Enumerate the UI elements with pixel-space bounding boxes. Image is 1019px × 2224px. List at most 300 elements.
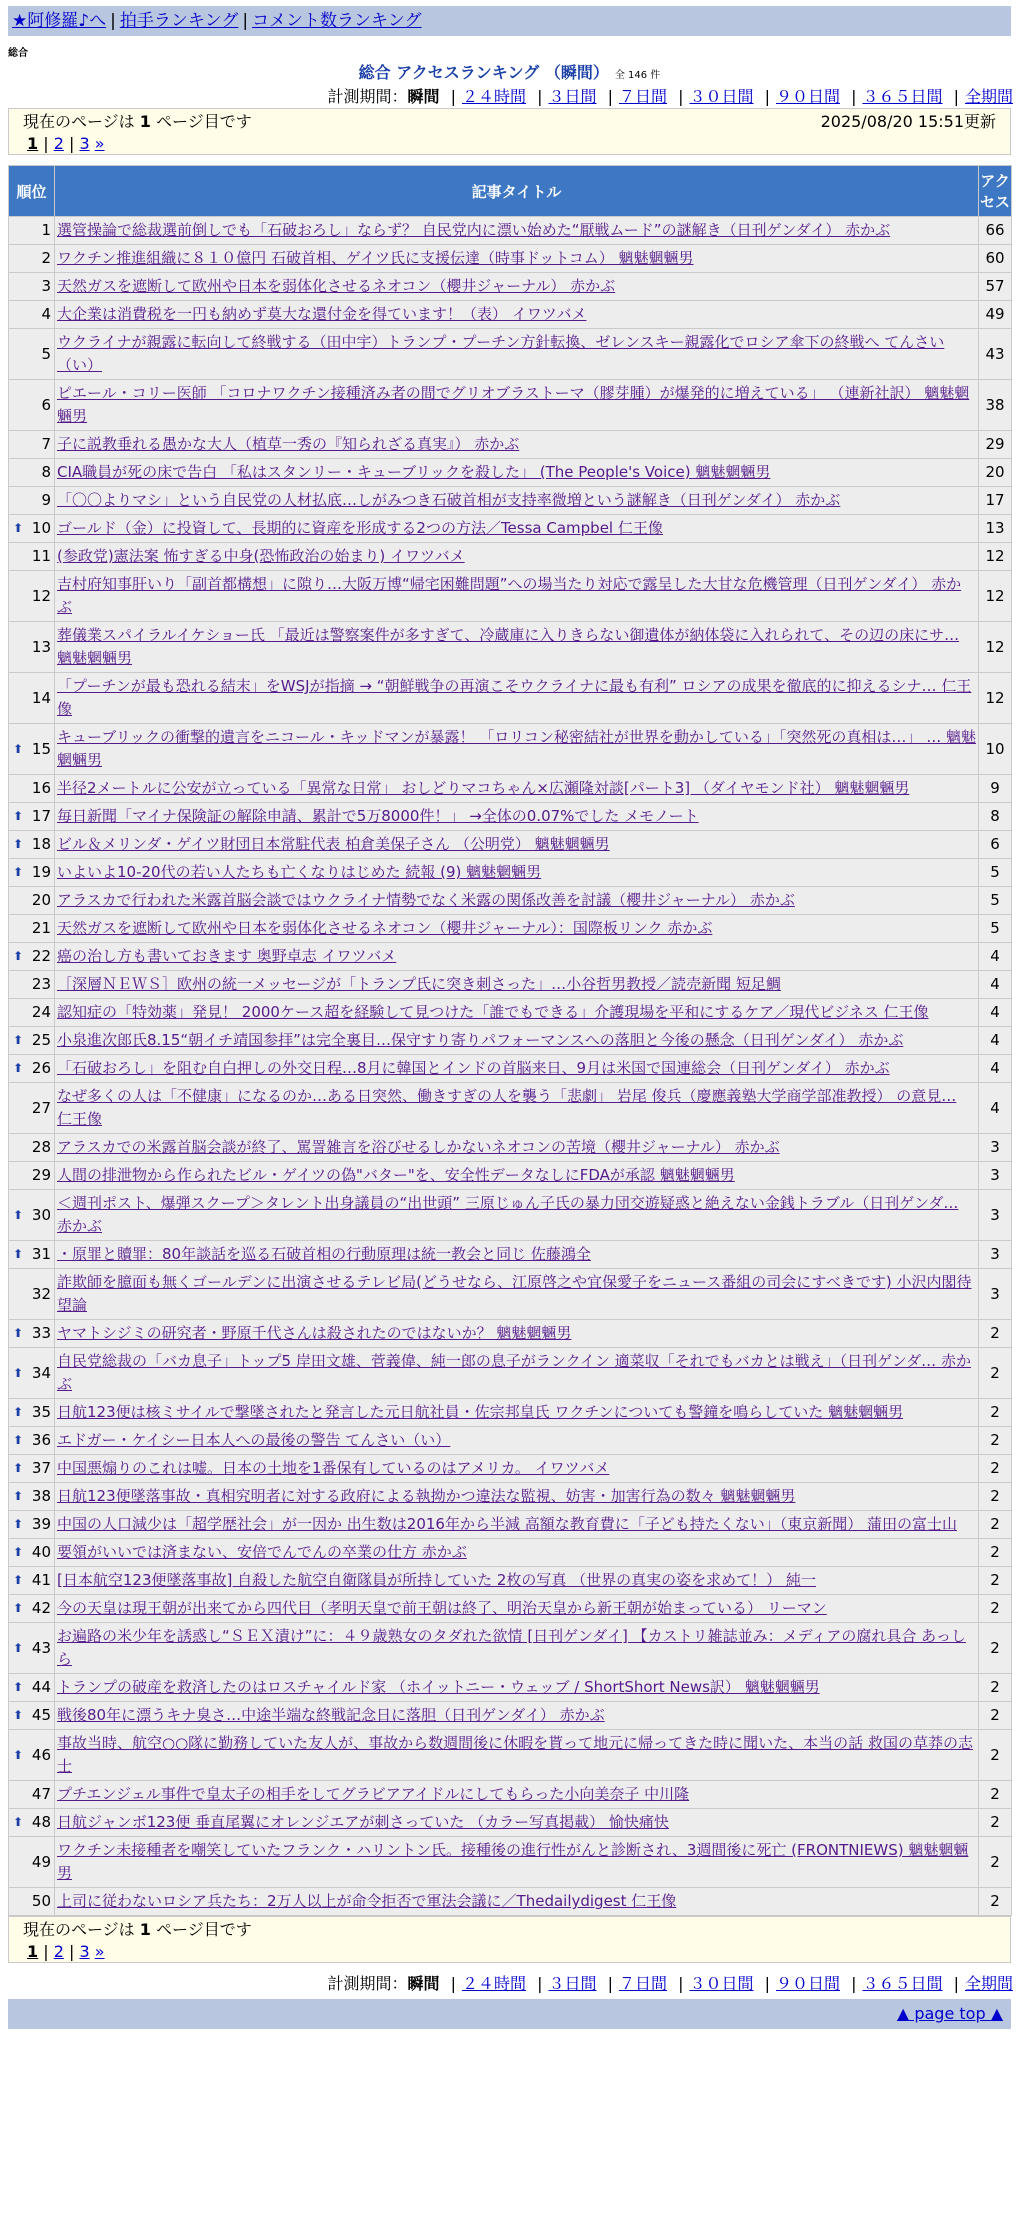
- table-row: [9, 1837, 1012, 1888]
- article-link[interactable]: 天然ガスを遮断して欧州や日本を弱体化させるネオコン（櫻井ジャーナル）：国際板リンク 赤かぶ: [57, 919, 713, 937]
- rank-up-arrow-icon: ⬆: [13, 1365, 24, 1380]
- rank-number: 21: [31, 919, 51, 937]
- access-count: 5: [979, 915, 1012, 943]
- table-row: [9, 1674, 1012, 1702]
- article-link[interactable]: ビル＆メリンダ・ゲイツ財団日本常駐代表 柏倉美保子さん （公明党） 魑魅魍魎男: [57, 835, 610, 853]
- pager-status: [9, 109, 1010, 134]
- table-row: [9, 915, 1012, 943]
- rank-number: 19: [31, 863, 51, 881]
- header-title: 記事タイトル: [55, 166, 979, 217]
- article-link[interactable]: お遍路の米少年を誘惑し“ＳＥＸ漬け”に：４９歳熟女のタダれた欲情 [日刊ゲンダイ] 【カストリ雑誌並み：メディアの腐れ具合 あっしら: [57, 1627, 967, 1668]
- article-link[interactable]: ・原罪と贖罪：80年談話を巡る石破首相の行動原理は統一教会と同じ 佐藤鴻全: [57, 1245, 591, 1263]
- title-cell: [55, 1348, 979, 1399]
- rank-cell: [9, 273, 55, 301]
- rank-number: 16: [31, 779, 51, 797]
- article-link[interactable]: ゴールド（金）に投資して、長期的に資産を形成する2つの方法／Tessa Campbel 仁王像: [57, 519, 663, 537]
- article-link[interactable]: 中国悪煽りのこれは嘘。日本の土地を1番保有しているのはアメリカ。 イワツバメ: [57, 1459, 610, 1477]
- access-count: 2: [979, 1348, 1012, 1399]
- rank-up-arrow-icon: ⬆: [13, 1207, 24, 1222]
- title-cell: [55, 1837, 979, 1888]
- title-cell: [55, 1809, 979, 1837]
- period-link-365d[interactable]: ３６５日間: [862, 87, 943, 106]
- rank-number: 27: [31, 1098, 51, 1117]
- table-row: [9, 1567, 1012, 1595]
- rank-number: 26: [31, 1059, 51, 1077]
- rank-cell: [9, 775, 55, 803]
- rank-number: 34: [31, 1363, 51, 1382]
- article-link[interactable]: 日航ジャンボ123便 垂直尾翼にオレンジエアが刺さっていた （カラー写真掲載） 愉快痛快: [57, 1813, 669, 1831]
- table-row: [9, 724, 1012, 775]
- period-label: 計測期間：: [327, 1974, 408, 1993]
- table-row: [9, 380, 1012, 431]
- rank-up-arrow-icon: ⬆: [13, 1601, 24, 1615]
- title-cell: [55, 622, 979, 673]
- rank-number: 8: [41, 463, 51, 481]
- access-count: 12: [979, 673, 1012, 724]
- rank-cell: [9, 1702, 55, 1730]
- period-link-90d[interactable]: ９０日間: [775, 1974, 840, 1993]
- title-cell: [55, 1730, 979, 1781]
- table-row: [9, 1623, 1012, 1674]
- access-count: 2: [979, 1674, 1012, 1702]
- rank-cell: [9, 1888, 55, 1916]
- rank-cell: [9, 831, 55, 859]
- nav-separator: |: [242, 11, 249, 31]
- article-link[interactable]: 吉村府知事肝いり「副首都構想」に隙り…大阪万博“帰宅困難問題”への場当たり対応で露呈した大甘な危機管理（日刊ゲンダイ） 赤かぶ: [57, 575, 962, 616]
- title-cell: [55, 673, 979, 724]
- pager-status-prefix: 現在のページは: [23, 112, 140, 131]
- table-row: [9, 1320, 1012, 1348]
- period-link-30d[interactable]: ３０日間: [689, 87, 754, 106]
- period-link-24h[interactable]: ２４時間: [461, 87, 526, 106]
- rank-cell: [9, 1162, 55, 1190]
- rank-cell: [9, 571, 55, 622]
- rank-cell: [9, 1511, 55, 1539]
- rank-up-arrow-icon: ⬆: [13, 1033, 24, 1047]
- rank-up-arrow-icon: ⬆: [13, 1815, 24, 1829]
- rank-number: 29: [31, 1166, 51, 1184]
- title-cell: [55, 1511, 979, 1539]
- rank-cell: [9, 1837, 55, 1888]
- header-access: アクセス: [979, 166, 1012, 217]
- table-row: [9, 487, 1012, 515]
- page-title: [359, 63, 661, 82]
- rank-number: 20: [31, 891, 51, 909]
- article-link[interactable]: 上司に従わないロシア兵たち：2万人以上が命令拒否で軍法会議に／Thedailydigest 仁王像: [57, 1892, 677, 1910]
- access-count: 12: [979, 571, 1012, 622]
- table-row: [9, 1241, 1012, 1269]
- article-link[interactable]: キューブリックの衝撃的遺言をニコール・キッドマンが暴露！ 「ロリコン秘密結社が世界を動かしている」「突然死の真相は…」 … 魑魅魍魎男: [57, 728, 976, 769]
- title-cell: [55, 1781, 979, 1809]
- rank-number: 10: [31, 519, 51, 537]
- table-row: [9, 859, 1012, 887]
- rank-cell: [9, 1320, 55, 1348]
- article-link[interactable]: なぜ多くの人は「不健康」になるのか…ある日突然、働きすぎの人を襲う「悲劇」 岩尾 俊兵（慶應義塾大学商学部准教授） の意見… 仁王像: [57, 1087, 957, 1128]
- rank-cell: [9, 1399, 55, 1427]
- rank-cell: [9, 1781, 55, 1809]
- article-link[interactable]: 日航123便墜落事故・真相究明者に対する政府による執拗かつ違法な監視、妨害・加害行為の数々 魑魅魍魎男: [57, 1487, 796, 1505]
- rank-number: 46: [31, 1745, 51, 1764]
- access-count: 2: [979, 1539, 1012, 1567]
- title-cell: [55, 571, 979, 622]
- article-link[interactable]: 詐欺師を臆面も無くゴールデンに出演させるテレビ局(どうせなら、江原啓之や宜保愛子をニュース番組の司会にすべきです) 小沢内閣待望論: [57, 1273, 972, 1314]
- article-link[interactable]: 「石破おろし」を阻む自白押しの外交日程…8月に韓国とインドの首脳来日、9月は米国で国連総会（日刊ゲンダイ） 赤かぶ: [57, 1059, 890, 1077]
- title-cell: [55, 1674, 979, 1702]
- table-row: [9, 775, 1012, 803]
- access-count: 6: [979, 831, 1012, 859]
- access-count: 60: [979, 245, 1012, 273]
- rank-number: 11: [31, 547, 51, 565]
- rank-number: 5: [41, 344, 51, 363]
- rank-cell: [9, 431, 55, 459]
- article-link[interactable]: ウクライナが親露に転向して終戦する（田中宇）トランプ・プーチン方針転換、ゼレンスキー親露化でロシア傘下の終戦へ てんさい（い）: [57, 333, 945, 374]
- title-cell: [55, 245, 979, 273]
- rank-number: 40: [31, 1543, 51, 1561]
- rank-up-arrow-icon: ⬆: [13, 1517, 24, 1531]
- rank-up-arrow-icon: ⬆: [13, 1461, 24, 1475]
- period-selector-top: 計測期間：瞬間 | ２４時間 | ３日間 | ７日間 | ３０日間 | ９０日間 | ３６５日間 | 全期間: [327, 87, 1013, 106]
- rank-number: 30: [31, 1205, 51, 1224]
- article-link[interactable]: 半径2メートルに公安が立っている「異常な日常」 おしどりマコちゃん×広瀬隆対談[パート3] （ダイヤモンド社） 魑魅魍魎男: [57, 779, 910, 797]
- table-row: [9, 971, 1012, 999]
- access-count: 2: [979, 1781, 1012, 1809]
- period-link-24h[interactable]: ２４時間: [461, 1974, 526, 1993]
- article-link[interactable]: 癌の治し方も書いておきます 奥野卓志 イワツバメ: [57, 947, 397, 965]
- rank-up-arrow-icon: ⬆: [13, 1061, 24, 1075]
- access-count: 17: [979, 487, 1012, 515]
- rank-up-arrow-icon: ⬆: [13, 1640, 24, 1655]
- rank-cell: [9, 943, 55, 971]
- header-rank: 順位: [9, 166, 55, 217]
- article-link[interactable]: 毎日新聞「マイナ保険証の解除申請、累計で5万8000件！」 →全体の0.07%でした メモノート: [57, 807, 699, 825]
- article-link[interactable]: 選管操論で総裁選前倒しでも「石破おろし」ならず？ 自民党内に漂い始めた“厭戦ムード”の謎解き（日刊ゲンダイ） 赤かぶ: [57, 221, 891, 239]
- rank-cell: [9, 515, 55, 543]
- table-row: [9, 459, 1012, 487]
- access-count: 4: [979, 1083, 1012, 1134]
- article-link[interactable]: ワクチン未接種者を嘲笑していたフランク・ハリントン氏。接種後の進行性がんと診断され、3週間後に死亡 (FRONTNIEWS) 魑魅魍魎男: [57, 1841, 969, 1882]
- title-cell: [55, 999, 979, 1027]
- rank-number: 14: [31, 688, 51, 707]
- pager-status-page: 1: [139, 1920, 151, 1939]
- page-next-link[interactable]: »: [94, 134, 105, 153]
- rank-up-arrow-icon: ⬆: [13, 837, 24, 851]
- access-count: 10: [979, 724, 1012, 775]
- rank-cell: [9, 1455, 55, 1483]
- access-count: 13: [979, 515, 1012, 543]
- article-link[interactable]: ワクチン推進組織に８１０億円 石破首相、ゲイツ氏に支援伝達（時事ドットコム） 魑魅魍魎男: [57, 249, 694, 267]
- page-current: 1: [27, 134, 39, 153]
- article-link[interactable]: 戦後80年に漂うキナ臭さ…中途半端な終戦記念日に落胆（日刊ゲンダイ） 赤かぶ: [57, 1706, 605, 1724]
- table-row: [9, 1702, 1012, 1730]
- table-row: [9, 301, 1012, 329]
- title-cell: [55, 831, 979, 859]
- article-link[interactable]: 「プーチンが最も恐れる結末」をWSJが指摘 → “朝鮮戦争の再演こそウクライナに最も有利” ロシアの成果を徹底的に抑えるシナ… 仁王像: [57, 677, 972, 718]
- table-header-row: [9, 166, 1012, 217]
- rank-cell: [9, 1674, 55, 1702]
- article-link[interactable]: 大企業は消費税を一円も納めず莫大な還付金を得ています！（表） イワツバメ: [57, 305, 587, 323]
- rank-number: 4: [41, 305, 51, 323]
- title-cell: [55, 775, 979, 803]
- rank-number: 3: [41, 277, 51, 295]
- article-link[interactable]: アラスカで行われた米露首脳会談ではウクライナ情勢でなく米露の関係改善を討議（櫻井ジャーナル） 赤かぶ: [57, 891, 795, 909]
- period-link-90d[interactable]: ９０日間: [775, 87, 840, 106]
- access-count: 2: [979, 1320, 1012, 1348]
- table-row: [9, 1888, 1012, 1916]
- title-cell: [55, 859, 979, 887]
- page-link-3[interactable]: 3: [79, 1942, 90, 1961]
- access-count: 2: [979, 1567, 1012, 1595]
- access-count: 8: [979, 803, 1012, 831]
- nav-link-ashura[interactable]: ★阿修羅♪へ: [12, 11, 107, 31]
- rank-up-arrow-icon: ⬆: [13, 809, 24, 823]
- article-link[interactable]: 今の天皇は現王朝が出来てから四代目（孝明天皇で前王朝は終了、明治天皇から新王朝が始まっている） リーマン: [57, 1599, 827, 1617]
- article-link[interactable]: エドガー・ケイシー日本人への最後の警告 てんさい（い）: [57, 1431, 451, 1449]
- period-label: 計測期間：: [327, 87, 408, 106]
- article-link[interactable]: 認知症の「特効薬」発見！ 2000ケース超を経験して見つけた「誰でもできる」介護現場を平和にするケア／現代ビジネス 仁王像: [57, 1003, 929, 1021]
- pager-links-bottom: 1 | 2 | 3 »: [27, 1942, 105, 1961]
- rank-cell: [9, 859, 55, 887]
- table-row: [9, 887, 1012, 915]
- rank-number: 17: [31, 807, 51, 825]
- rank-up-arrow-icon: ⬆: [13, 949, 24, 963]
- access-count: 3: [979, 1134, 1012, 1162]
- article-link[interactable]: 要領がいいでは済まない、安倍でんでんの卒業の仕方 赤かぶ: [57, 1543, 467, 1561]
- article-link[interactable]: 事故当時、航空○○隊に勤務していた友人が、事故から数週間後に休暇を貰って地元に帰ってきた時に聞いた、本当の話 救国の草莽の志士: [57, 1734, 973, 1775]
- rank-cell: [9, 301, 55, 329]
- table-row: [9, 1399, 1012, 1427]
- rank-number: 31: [31, 1245, 51, 1263]
- article-link[interactable]: 子に説教垂れる愚かな大人（植草一秀の『知られざる真実』） 赤かぶ: [57, 435, 520, 453]
- access-count: 2: [979, 1427, 1012, 1455]
- period-link-all[interactable]: 全期間: [964, 1974, 1013, 1993]
- table-row: [9, 543, 1012, 571]
- rank-cell: [9, 1595, 55, 1623]
- rank-up-arrow-icon: ⬆: [13, 1433, 24, 1447]
- title-cell: [55, 724, 979, 775]
- rank-cell: [9, 543, 55, 571]
- title-cell: [55, 1190, 979, 1241]
- title-cell: [55, 1623, 979, 1674]
- rank-cell: [9, 1269, 55, 1320]
- title-cell: [55, 1269, 979, 1320]
- table-row: [9, 1162, 1012, 1190]
- article-link[interactable]: プチエンジェル事件で皇太子の相手をしてグラビアアイドルにしてもらった小向美奈子 中川隆: [57, 1785, 690, 1803]
- rank-up-arrow-icon: ⬆: [13, 1326, 24, 1340]
- rank-number: 24: [31, 1003, 51, 1021]
- table-row: [9, 1348, 1012, 1399]
- rank-cell: [9, 1427, 55, 1455]
- table-row: [9, 943, 1012, 971]
- pager-links: 1 | 2 | 3 »: [27, 134, 105, 153]
- ranking-table: [8, 165, 1012, 1916]
- rank-cell: [9, 1027, 55, 1055]
- nav-link-comment-ranking[interactable]: コメント数ランキング: [252, 11, 422, 31]
- page-next-link[interactable]: »: [94, 1942, 105, 1961]
- rank-number: 50: [31, 1892, 51, 1910]
- period-link-3d[interactable]: ３日間: [548, 1974, 597, 1993]
- table-row: [9, 1511, 1012, 1539]
- rank-number: 48: [31, 1813, 51, 1831]
- title-cell: [55, 1134, 979, 1162]
- nav-separator: |: [110, 11, 116, 31]
- access-count: 12: [979, 622, 1012, 673]
- access-count: 4: [979, 1027, 1012, 1055]
- access-count: 2: [979, 1702, 1012, 1730]
- page-title-text: 総合 アクセスランキング （瞬間）: [358, 63, 609, 82]
- table-row: [9, 1730, 1012, 1781]
- rank-up-arrow-icon: ⬆: [13, 1545, 24, 1559]
- page-current: 1: [27, 1942, 39, 1961]
- table-row: [9, 1483, 1012, 1511]
- table-row: [9, 1083, 1012, 1134]
- rank-number: 44: [31, 1678, 51, 1696]
- article-link[interactable]: [日本航空123便墜落事故] 自殺した航空自衛隊員が所持していた 2枚の写真 （世界の真実の姿を求めて！） 純一: [57, 1571, 816, 1589]
- access-count: 2: [979, 1455, 1012, 1483]
- rank-cell: [9, 887, 55, 915]
- access-count: 20: [979, 459, 1012, 487]
- table-row: [9, 622, 1012, 673]
- article-link[interactable]: 中国の人口減少は「超学歴社会」が一因か 出生数は2016年から半減 高額な教育費に「子ども持たくない」（東京新聞） 蒲田の富士山: [57, 1515, 957, 1533]
- access-count: 66: [979, 217, 1012, 245]
- article-link[interactable]: ピエール・コリー医師 「コロナワクチン接種済み者の間でグリオブラストーマ（膠芽腫）が爆発的に増えている」 （連新社訳） 魑魅魍魎男: [57, 384, 970, 425]
- period-link-7d[interactable]: ７日間: [618, 1974, 667, 1993]
- access-count: 3: [979, 1190, 1012, 1241]
- rank-cell: [9, 1348, 55, 1399]
- rank-cell: [9, 1539, 55, 1567]
- title-cell: [55, 1083, 979, 1134]
- rank-cell: [9, 245, 55, 273]
- page-link-3[interactable]: 3: [79, 134, 90, 153]
- period-link-3d[interactable]: ３日間: [548, 87, 597, 106]
- rank-cell: [9, 380, 55, 431]
- total-count: 全 146 件: [614, 70, 661, 81]
- table-row: [9, 999, 1012, 1027]
- article-link[interactable]: CIA職員が死の床で告白 「私はスタンリー・キューブリックを殺した」 (The People's Voice) 魑魅魍魎男: [57, 463, 771, 481]
- article-link[interactable]: いよいよ10-20代の若い人たちも亡くなりはじめた 続報 (9) 魑魅魍魎男: [57, 863, 542, 881]
- rank-number: 18: [31, 835, 51, 853]
- article-link[interactable]: ＜週刊ポスト、爆弾スクープ＞タレント出身議員の“出世頭” 三原じゅん子氏の暴力団交遊疑惑と絶えない金銭トラブル（日刊ゲンダ… 赤かぶ: [57, 1194, 959, 1235]
- title-cell: [55, 1702, 979, 1730]
- title-cell: [55, 380, 979, 431]
- rank-up-arrow-icon: ⬆: [13, 521, 24, 535]
- title-cell: [55, 459, 979, 487]
- period-link-7d[interactable]: ７日間: [618, 87, 667, 106]
- article-link[interactable]: 天然ガスを遮断して欧州や日本を弱体化させるネオコン（櫻井ジャーナル） 赤かぶ: [57, 277, 616, 295]
- period-link-365d[interactable]: ３６５日間: [862, 1974, 943, 1993]
- article-link[interactable]: ［深層ＮＥＷＳ］欧州の統一メッセージが「トランプ氏に突き刺さった」…小谷哲男教授／読売新聞 短足鯛: [57, 975, 781, 993]
- nav-link-applause-ranking[interactable]: 拍手ランキング: [119, 11, 239, 31]
- title-cell: [55, 915, 979, 943]
- access-count: 29: [979, 431, 1012, 459]
- page-link-2[interactable]: 2: [53, 1942, 64, 1961]
- access-count: 12: [979, 543, 1012, 571]
- access-count: 57: [979, 273, 1012, 301]
- access-count: 4: [979, 943, 1012, 971]
- title-cell: [55, 1320, 979, 1348]
- article-link[interactable]: 人間の排泄物から作られたビル・ゲイツの偽"バター"を、安全性データなしにFDAが承認 魑魅魍魎男: [57, 1166, 735, 1184]
- rank-number: 28: [31, 1138, 51, 1156]
- rank-up-arrow-icon: ⬆: [13, 1489, 24, 1503]
- title-cell: [55, 1055, 979, 1083]
- access-count: 2: [979, 1730, 1012, 1781]
- period-link-30d[interactable]: ３０日間: [689, 1974, 754, 1993]
- rank-cell: [9, 915, 55, 943]
- title-cell: [55, 273, 979, 301]
- rank-up-arrow-icon: ⬆: [13, 1708, 24, 1722]
- page-top-link[interactable]: ▲ page top ▲: [896, 2004, 1003, 2023]
- table-row: [9, 245, 1012, 273]
- rank-number: 15: [31, 739, 51, 758]
- title-cell: [55, 431, 979, 459]
- table-row: [9, 1190, 1012, 1241]
- title-cell: [55, 1427, 979, 1455]
- table-row: [9, 217, 1012, 245]
- period-link-all[interactable]: 全期間: [964, 87, 1013, 106]
- title-cell: [55, 971, 979, 999]
- access-count: 5: [979, 859, 1012, 887]
- article-link[interactable]: (参政党)憲法案 怖すぎる中身(恐怖政治の始まり) イワツバメ: [57, 547, 465, 565]
- access-count: 4: [979, 999, 1012, 1027]
- rank-up-arrow-icon: ⬆: [13, 1405, 24, 1419]
- article-link[interactable]: トランプの破産を救済したのはロスチャイルド家 （ホイットニー・ウェッブ / ShortShort News訳） 魑魅魍魎男: [57, 1678, 820, 1696]
- article-link[interactable]: 「〇〇よりマシ」という自民党の人材払底…しがみつき石破首相が支持率微増という謎解き（日刊ゲンダイ） 赤かぶ: [57, 491, 841, 509]
- rank-up-arrow-icon: ⬆: [13, 1247, 24, 1261]
- access-count: 2: [979, 1595, 1012, 1623]
- article-link[interactable]: ヤマトシジミの研究者・野原千代さんは殺されたのではないか？ 魑魅魍魎男: [57, 1324, 572, 1342]
- title-cell: [55, 803, 979, 831]
- footer-bar: [8, 1999, 1011, 2029]
- rank-number: 33: [31, 1324, 51, 1342]
- rank-number: 45: [31, 1706, 51, 1724]
- title-cell: [55, 1399, 979, 1427]
- access-count: 3: [979, 1269, 1012, 1320]
- table-row: [9, 1455, 1012, 1483]
- rank-number: 37: [31, 1459, 51, 1477]
- page-link-2[interactable]: 2: [53, 134, 64, 153]
- title-cell: [55, 543, 979, 571]
- rank-up-arrow-icon: ⬆: [13, 865, 24, 879]
- access-count: 2: [979, 1888, 1012, 1916]
- title-cell: [55, 1483, 979, 1511]
- rank-cell: [9, 1483, 55, 1511]
- updated-timestamp: 2025/08/20 15:51更新: [820, 112, 996, 131]
- rank-cell: [9, 724, 55, 775]
- rank-number: 35: [31, 1403, 51, 1421]
- article-link[interactable]: 葬儀業スパイラルイケショー氏 「最近は警察案件が多すぎて、冷蔵庫に入りきらない御遺体が納体袋に入れられて、その辺の床にサ… 魑魅魍魎男: [57, 626, 960, 667]
- period-current: 瞬間: [407, 87, 440, 106]
- title-cell: [55, 329, 979, 380]
- title-cell: [55, 301, 979, 329]
- rank-cell: [9, 999, 55, 1027]
- article-link[interactable]: 日航123便は核ミサイルで撃墜されたと発言した元日航社員・佐宗邦皇氏 ワクチンについても警鐘を鳴らしていた 魑魅魍魎男: [57, 1403, 904, 1421]
- rank-number: 9: [41, 491, 51, 509]
- access-count: 43: [979, 329, 1012, 380]
- table-row: [9, 1134, 1012, 1162]
- rank-cell: [9, 673, 55, 724]
- title-cell: [55, 1027, 979, 1055]
- top-nav-bar: [8, 6, 1011, 36]
- access-count: 9: [979, 775, 1012, 803]
- title-cell: [55, 217, 979, 245]
- access-count: 2: [979, 1837, 1012, 1888]
- rank-up-arrow-icon: ⬆: [13, 741, 24, 756]
- rank-cell: [9, 1809, 55, 1837]
- article-link[interactable]: アラスカでの米露首脳会談が終了、罵詈雑言を浴びせるしかないネオコンの苦境（櫻井ジャーナル） 赤かぶ: [57, 1138, 780, 1156]
- article-link[interactable]: 小泉進次郎氏8.15“朝イチ靖国参拝”は完全裏目…保守すり寄りパフォーマンスへの落胆と今後の懸念（日刊ゲンダイ） 赤かぶ: [57, 1031, 904, 1049]
- article-link[interactable]: 自民党総裁の「バカ息子」トップ5 岸田文雄、菅義偉、純一郎の息子がランクイン 適菜収「それでもバカとは戦え」（日刊ゲンダ… 赤かぶ: [57, 1352, 971, 1393]
- rank-number: 39: [31, 1515, 51, 1533]
- rank-cell: [9, 803, 55, 831]
